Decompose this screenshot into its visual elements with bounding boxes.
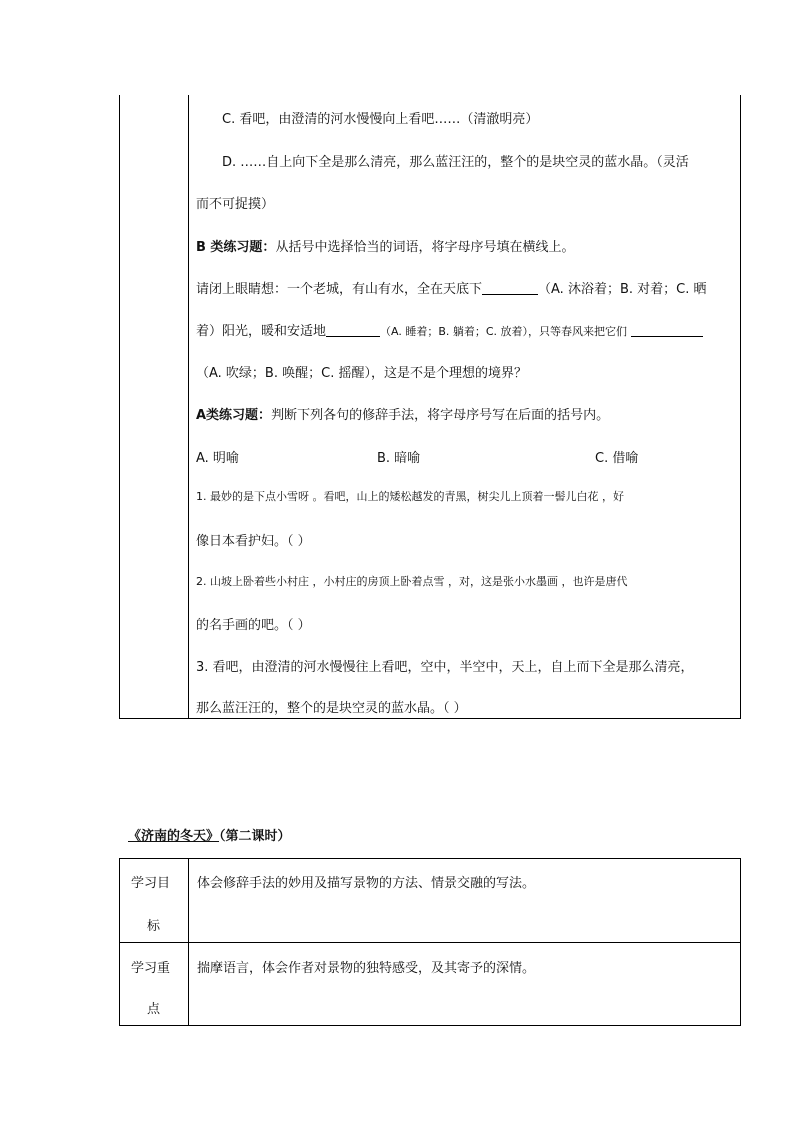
a-exercise-title: A类练习题： (196, 408, 272, 423)
answer-blank-1[interactable] (482, 282, 538, 295)
lesson-table-left (119, 858, 120, 1026)
b-line2-options: （A. 睡着；B. 躺着；C. 放着），只等春风来把它们 (380, 325, 628, 338)
row-label-focus-line1: 学习重 (131, 961, 171, 976)
row-label-focus-line2: 点 (147, 1002, 161, 1017)
table-border-divider (188, 95, 189, 719)
question-1-line2: 像日本看护妇。（ ） (196, 534, 311, 549)
a-option-c: C. 借喻 (595, 451, 639, 466)
lesson-table-top (119, 858, 741, 859)
row-label-goal-line2: 标 (147, 919, 161, 934)
lesson-title-book: 《济南的冬天》 (128, 829, 220, 844)
option-d-line2: 而不可捉摸） (196, 197, 275, 212)
b-line1-text: 请闭上眼睛想：一个老城，有山有水，全在天底下 (196, 282, 483, 297)
a-option-b: B. 暗喻 (377, 451, 421, 466)
table-border-left (119, 95, 120, 719)
question-2-line1: 2. 山坡上卧着些小村庄 ，小村庄的房顶上卧着点雪 ，对，这是张小水墨画 ，也许是唐代 (196, 575, 628, 588)
row-content-goal: 体会修辞手法的妙用及描写景物的方法、情景交融的写法。 (197, 876, 536, 891)
b-line1 (196, 278, 706, 297)
answer-blank-2[interactable] (326, 324, 380, 337)
a-exercise-heading (196, 404, 609, 423)
lesson-table-row-divider (119, 942, 741, 943)
a-option-a: A. 明喻 (196, 451, 239, 466)
row-label-goal-line1: 学习目 (131, 876, 171, 891)
row-content-focus: 揣摩语言，体会作者对景物的独特感受，及其寄予的深情。 (197, 961, 536, 976)
question-1-line1: 1. 最妙的是下点小雪呀 。看吧，山上的矮松越发的青黑，树尖儿上顶着一髻儿白花 ，好 (196, 490, 624, 503)
lesson-title (128, 825, 291, 844)
lesson-title-suffix: （第二课时） (219, 829, 291, 844)
lesson-table-right (740, 858, 741, 1026)
b-line2 (196, 320, 703, 339)
question-3-line1: 3. 看吧，由澄清的河水慢慢往上看吧，空中，半空中，天上，自上而下全是那么清亮， (196, 660, 694, 675)
option-d-line1: D. ……自上向下全是那么清亮，那么蓝汪汪的，整个的是块空灵的蓝水晶。（灵活 (222, 155, 689, 170)
lesson-table-divider (188, 858, 189, 1026)
b-line2-text: 着）阳光，暖和安适地 (196, 324, 327, 339)
b-exercise-title: B 类练习题： (196, 240, 276, 255)
b-line1-options: （A. 沐浴着；B. 对着；C. 晒 (538, 282, 707, 297)
question-2-line2: 的名手画的吧。（ ） (196, 618, 311, 633)
b-exercise-instruction: 从括号中选择恰当的词语，将字母序号填在横线上。 (275, 240, 575, 255)
b-exercise-heading (196, 236, 574, 255)
lesson-table-bottom (119, 1025, 741, 1026)
a-exercise-instruction: 判断下列各句的修辞手法，将字母序号写在后面的括号内。 (271, 408, 610, 423)
table-border-right (740, 95, 741, 719)
b-line3: （A. 吹绿；B. 唤醒；C. 摇醒），这是不是个理想的境界？ (196, 366, 527, 381)
option-c-text: C. 看吧，由澄清的河水慢慢向上看吧……（清澈明亮） (222, 112, 539, 127)
table-border-bottom (119, 718, 741, 719)
question-3-line2: 那么蓝汪汪的，整个的是块空灵的蓝水晶。（ ） (196, 701, 467, 716)
answer-blank-3[interactable] (631, 324, 703, 337)
